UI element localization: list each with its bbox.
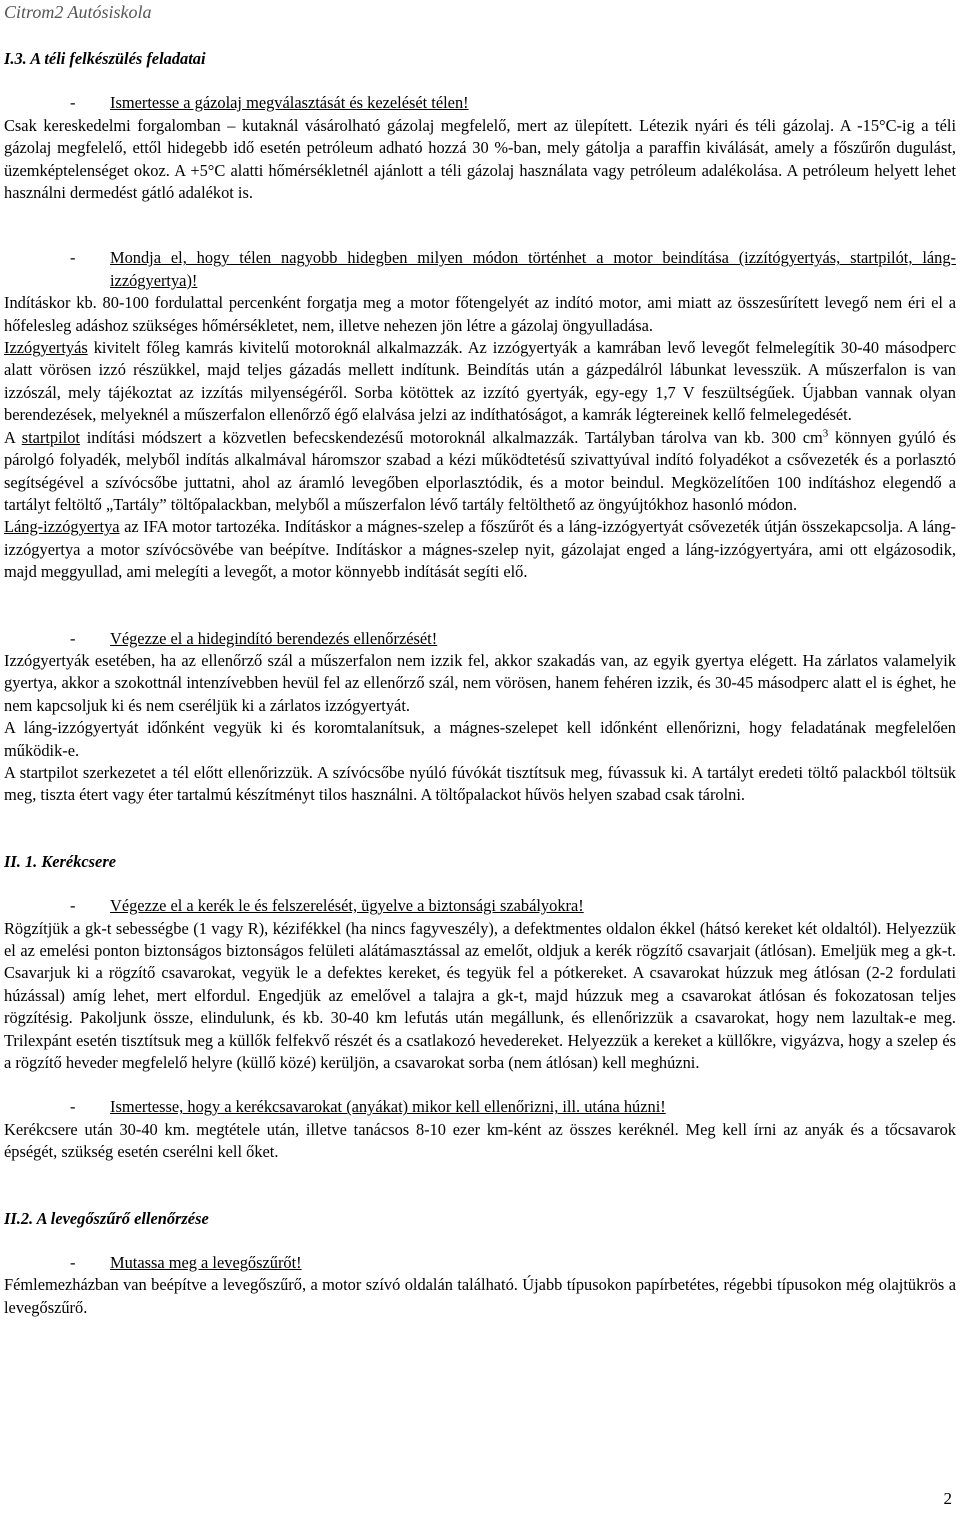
paragraph-check-glow: Izzógyertyák esetében, ha az ellenőrző szál a műszerfalon nem izzik fel, akkor szakadás van, az egyik gyertya elégett. Ha zárlatos valamelyik gyertya, akkor a szokottnál intenzívebben hevül fel az ellenőrző szál, nem vörösen, hanem fehéren izzik, és 30-45 másodperc alatt el is éghet, he nem kapcsoljuk ki és nem cseréljük ki a zárlatos izzógyertyát.	[4, 650, 956, 715]
paragraph-flame-plug: Láng-izzógyertya az IFA motor tartozéka. Indításkor a mágnes-szelep a főszűrőt és a láng-izzógyertyát csővezeték útján összekapcsolja. A láng-izzógyertya a motor szívócsövébe van beépítve. Indításkor a mágnes-szelep nyit, gázolajat enged a láng-izzógyertyára, ami ott elgázosodik, majd meggyullad, ami melegíti a levegőt, a motor könnyebb indítását segíti elő.	[4, 517, 956, 582]
task-diesel	[4, 92, 956, 114]
page-number: 2	[943, 1488, 952, 1508]
paragraph-check-startpilot: A startpilot szerkezetet a tél előtt ellenőrizzük. A szívócsőbe nyúló fúvókát tisztítsuk meg, fúvassuk ki. A tartályt eredeti töltő palackból töltsük meg, tiszta étert vagy éter tartalmú készítményt tilos használni. A töltőpalackot hűvös helyen szabad csak tárolni.	[4, 762, 956, 805]
task-dash: -	[70, 896, 76, 916]
task-title: Végezze el a hidegindító berendezés ellenőrzését!	[110, 628, 438, 648]
task-title: Mutassa meg a levegőszűrőt!	[110, 1253, 302, 1273]
task-dash: -	[70, 1097, 76, 1117]
term-startpilot: startpilot	[21, 427, 80, 447]
task-dash: -	[70, 628, 76, 648]
task-title: Ismertesse a gázolaj megválasztását és kezelését télen!	[110, 93, 469, 113]
term-glow-plug: Izzógyertyás	[4, 338, 88, 358]
running-header: Citrom2 Autósiskola	[4, 2, 152, 22]
task-cold-start	[4, 247, 956, 292]
section-title-wheel-change: II. 1. Kerékcsere	[4, 851, 116, 871]
term-flame-plug: Láng-izzógyertya	[4, 517, 120, 537]
paragraph-start-intro: Indításkor kb. 80-100 fordulattal percenként forgatja meg a motor főtengelyét az indító motor, ami miatt az összesűrített levegő nem éri el a hőfelesleg adáshoz szükséges hőmérsékletet, nem, illetve nehezen jön létre a gázolaj öngyulladása.	[4, 293, 956, 335]
section-title-air-filter: II.2. A levegőszűrő ellenőrzése	[4, 1208, 209, 1228]
section-title-winter-prep: I.3. A téli felkészülés feladatai	[4, 49, 206, 68]
task-wheel-change	[4, 895, 956, 917]
task-check-cold-start	[4, 628, 956, 650]
paragraph-diesel: Csak kereskedelmi forgalomban – kutaknál vásárolható gázolaj megfelelő, mert az ülepített. Létezik nyári és téli gázolaj. A -15°C-ig a téli gázolaj megfelelő, ettől hidegebb idő esetén petróleum adható hozzá 30 %-ban, mely gátolja a paraffin kiválását, amely a főszűrőn dugulást, üzemképtelenséget okoz. A +5°C alatti hőmérsékletnél ajánlott a téli gázolaj használata vagy petróleum adalékolása. A petróleum helyett lehet használni dermedést gátló adalékot is.	[4, 115, 956, 203]
task-title: Ismertesse, hogy a kerékcsavarokat (anyákat) mikor kell ellenőrizni, ill. utána húzni!	[110, 1097, 666, 1117]
task-air-filter	[4, 1252, 956, 1274]
task-dash: -	[70, 93, 76, 113]
task-title: Végezze el a kerék le és felszerelését, ügyelve a biztonsági szabályokra!	[110, 896, 584, 916]
task-dash: -	[70, 1253, 76, 1273]
paragraph-glow-plug: Izzógyertyás kivitelt főleg kamrás kivitelű motoroknál alkalmazzák. Az izzógyertyák a kamrában levő levegőt felmelegítik 30-40 másodperc alatt vörösen izzó részükkel, majd teljes gázadás mellett indítunk. Beindítás után a gázpedálról lábunkat levesszük. A műszerfalon is van izzószál, mely tájékoztat az izzítás milyenségéről. Sorba kötöttek az izzító gyertyák, egy-egy 1,7 V feszültségűek. Újabban vannak olyan berendezések, melyeknél a műszerfalon ellenőrző égő elalvása jelzi az indíthatóságot, a kamrák légtereinek kellő felmelegedését.	[4, 338, 956, 425]
task-wheel-bolts	[4, 1096, 956, 1118]
paragraph-wheel-change: Rögzítjük a gk-t sebességbe (1 vagy R), kézifékkel (ha nincs fagyveszély), a defektmentes oldalon ékkel (hátsó kereket két oldaltól). Helyezzük el az emelési ponton biztonságos biztonságos felületi alátámasztással az emelőt, oldjuk a kerék rögzítő csavarjait (átlósan). Emeljük meg a gk-t. Csavarjuk ki a rögzítő csavarokat, vegyük le a defektes kereket, és tegyük fel a pótkereket. A csavarokat húzzuk meg átlósan (2-2 fordulati húzással) amíg lehet, mert elfordul. Engedjük az emelővel a talajra a gk-t, majd húzzuk meg a csavarokat átlósan és fokozatosan teljes rögzítésig. Pakoljunk össze, elindulunk, és kb. 30-40 km lefutás után megállunk, és ellenőrizzük a csavarokat, hogy nem lazultak-e meg. Trilexpánt esetén tisztítsuk meg a küllők felfekvő részét és a csatlakozó hevedereket. Helyezzük a kereket a küllőkre, vigyázva, hogy a szelep és a rögzítő heveder megfelelő helyre (küllő közé) kerüljön, a csavarokat sorba (nem átlósan) kell meghúzni.	[4, 918, 956, 1073]
task-title: Mondja el, hogy télen nagyobb hidegben milyen módon történhet a motor beindítása (izzítógyertyás, startpilót, láng-izzógyertya)!	[110, 248, 956, 290]
document-body	[4, 42, 956, 1319]
paragraph-check-flame: A láng-izzógyertyát időnként vegyük ki és koromtalanítsuk, a mágnes-szelepet kell időnként ellenőrizni, hogy feladatának megfelelően működik-e.	[4, 718, 956, 760]
paragraph-wheel-bolts: Kerékcsere után 30-40 km. megtétele után, illetve tanácsos 8-10 ezer km-ként az összes keréknél. Meg kell írni az anyák és a tőcsavarok épségét, szükség esetén cserélni kell őket.	[4, 1119, 956, 1162]
paragraph-startpilot: A startpilot indítási módszert a közvetlen befecskendezésű motoroknál alkalmazzák. Tartályban tárolva van kb. 300 $cm^3$ könnyen gyúló és párolgó folyadék, melyből indítás alkalmával háromszor szabad a kézi működtetésű szivattyúval indító folyadékot a csővezeték és a porlasztó segítségével a szívócsőbe juttatni, ahol az áramló levegőben elporlasztódik, és a motor beindul. Megközelítően 100 indításhoz elegendő a tartályt feltöltő „Tartály” töltőpalackban, melyből a műszerfalon lévő tartály feltölthető az öngyújtókhoz hasonló módon.	[4, 427, 956, 514]
task-dash: -	[70, 248, 76, 268]
paragraph-air-filter: Fémlemezházban van beépítve a levegőszűrő, a motor szívó oldalán található. Újabb típusokon papírbetétes, régebbi típusokon még olajtükrös a levegőszűrő.	[4, 1275, 956, 1317]
